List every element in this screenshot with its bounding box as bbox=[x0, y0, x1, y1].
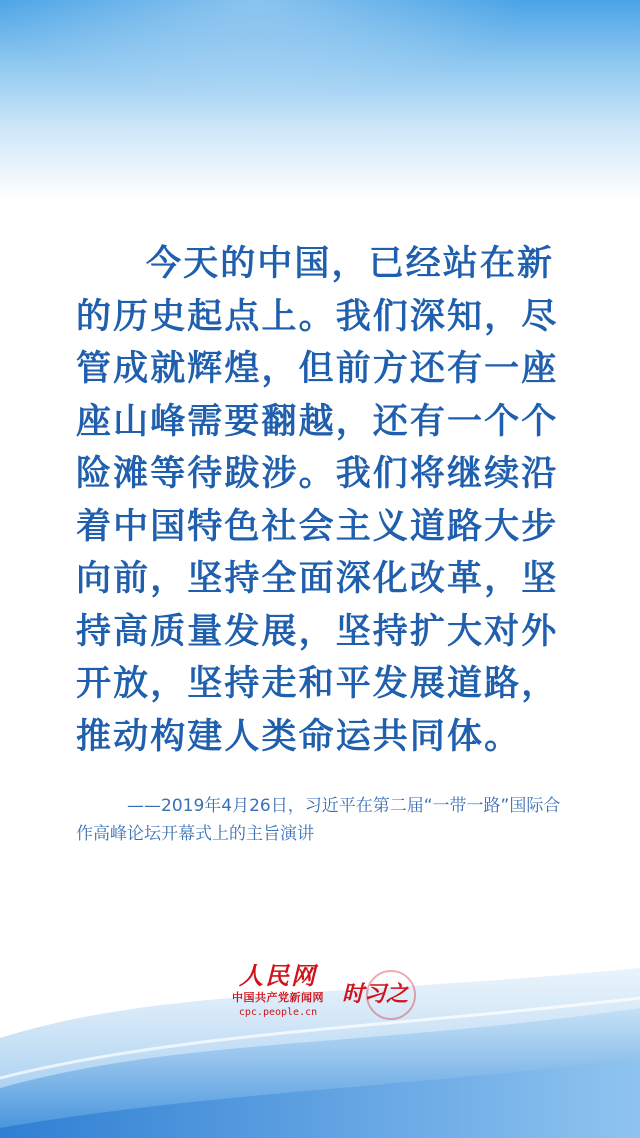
shixi-brand-text: 时习之 bbox=[342, 981, 409, 1007]
renmin-logo bbox=[218, 962, 338, 1032]
renmin-subtitle: 中国共产党新闻网 bbox=[232, 991, 324, 1004]
top-gradient-band bbox=[0, 0, 640, 200]
renmin-url: cpc.people.cn bbox=[238, 1007, 318, 1018]
logo-area bbox=[218, 962, 428, 1032]
shixi-logo bbox=[342, 970, 426, 1022]
quote-text: 今天的中国，已经站在新的历史起点上。我们深知，尽管成就辉煌，但前方还有一座座山峰需要翻越，还有一个个险滩等待跋涉。我们将继续沿着中国特色社会主义道路大步向前，坚持全面深化改革，坚持高质量发展，坚持扩大对外开放，坚持走和平发展道路，推动构建人类命运共同体。 bbox=[76, 243, 559, 757]
renmin-brand-text: 人民网 bbox=[239, 961, 317, 990]
quote-citation: ——2019年4月26日，习近平在第二届“一带一路”国际合作高峰论坛开幕式上的主旨演讲 bbox=[76, 796, 561, 844]
bottom-wave-decoration bbox=[0, 928, 640, 1138]
